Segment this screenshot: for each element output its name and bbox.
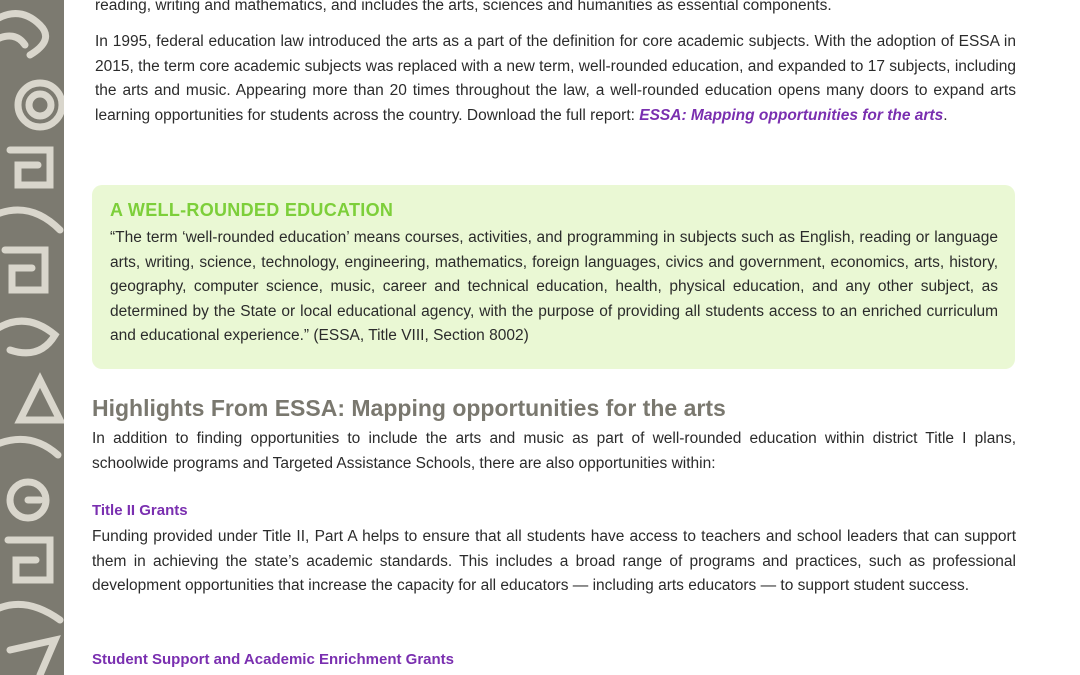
decorative-sidebar — [0, 0, 64, 675]
title-ii-heading: Title II Grants — [92, 502, 188, 519]
highlights-heading: Highlights From ESSA: Mapping opportunities for the arts — [92, 395, 726, 421]
report-link[interactable]: ESSA: Mapping opportunities for the arts — [639, 107, 944, 125]
intro-paragraph — [95, 30, 1016, 129]
callout-title: A WELL-ROUNDED EDUCATION — [110, 200, 394, 220]
student-support-heading: Student Support and Academic Enrichment Grants — [92, 651, 454, 668]
highlights-paragraph: In addition to finding opportunities to include the arts and music as part of well-rounded education within district Title I plans, schoolwide programs and Targeted Assistance Schools, there are also opportunities within: — [92, 430, 1016, 472]
intro-paragraph-text: In 1995, federal education law introduced the arts as a part of the definition for core academic subjects. With the adoption of ESSA in 2015, the term core academic subjects was replaced with a new term, well-rounded education, and expanded to 17 subjects, including the arts and music. Appearing more than 20 times throughout the law, a well-rounded education opens many doors to expand arts learning opportunities for students across the country. Download the full report: — [95, 33, 1016, 125]
intro-trailing: . — [943, 107, 948, 125]
intro-line-fragment: reading, writing and mathematics, and includes the arts, sciences and humanities as essential components. — [95, 0, 832, 14]
callout-quote: “The term ‘well-rounded education’ means courses, activities, and programming in subjects such as English, reading or language arts, writing, science, technology, engineering, mathematics, foreign languages, civics and government, economics, arts, history, geography, computer science, music, career and technical education, health, physical education, and any other subject, as determined by the State or local educational agency, with the purpose of providing all students access to an enriched curriculum and educational experience.” (ESSA, Title VIII, Section 8002) — [110, 229, 998, 345]
tribal-pattern-graphic — [0, 0, 64, 675]
well-rounded-callout — [92, 185, 1015, 369]
title-ii-paragraph: Funding provided under Title II, Part A helps to ensure that all students have access to teachers and school leaders that can support them in achieving the state’s academic standards. This includes a broad range of programs and practices, such as professional development opportunities that increase the capacity for all educators — including arts educators — to support student success. — [92, 528, 1016, 595]
